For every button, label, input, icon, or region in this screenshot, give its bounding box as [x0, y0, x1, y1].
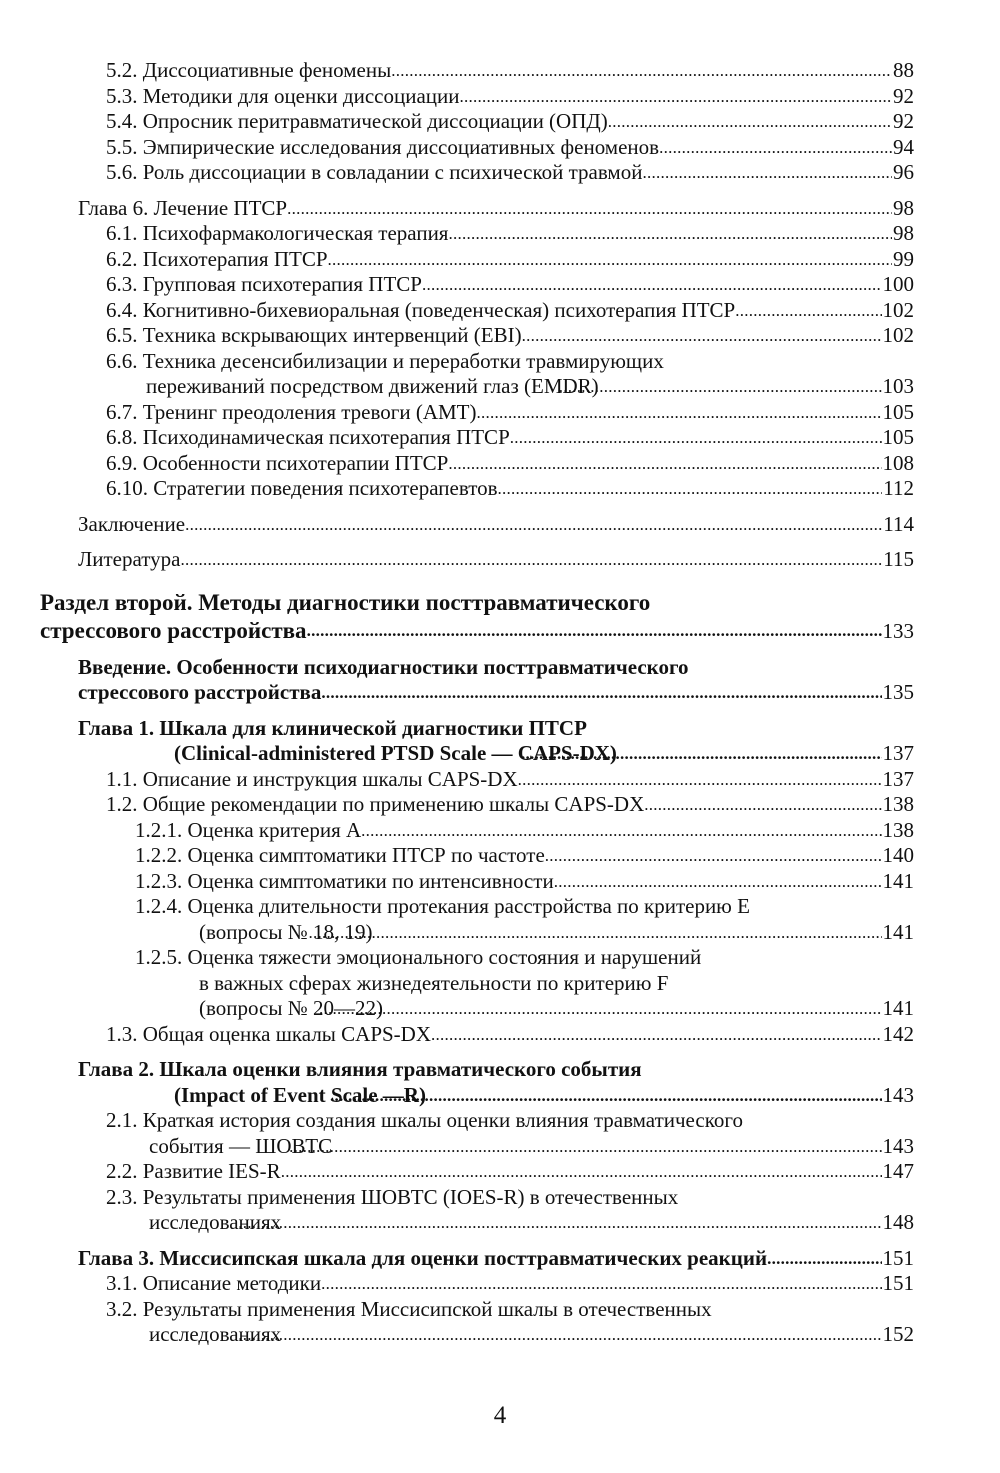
toc-page-number: 88	[893, 58, 914, 82]
toc-page-number: 115	[883, 547, 914, 571]
toc-entry-6-2: 6.2. Психотерапия ПТСР . . . 99	[78, 247, 914, 273]
toc-entry-5-4: 5.4. Опросник перитравматической диссоциации (ОПД) . . . 92	[78, 109, 914, 135]
toc-page-number: 100	[882, 272, 914, 296]
toc-entry-introduction: Введение. Особенности психодиагностики посттравматического стрессового расстройства . . . 135	[78, 655, 914, 706]
toc-page-number: 140	[882, 843, 914, 867]
toc-entry-5-2: 5.2. Диссоциативные феномены . . . 88	[78, 58, 914, 84]
toc-entry-chapter-2: Глава 2. Шкала оценки влияния травматического события (Impact of Event Scale —R) . . . 143	[78, 1057, 914, 1108]
toc-entry-3-2: 3.2. Результаты применения Миссисипской шкалы в отечественных исследованиях . . . 152	[78, 1297, 914, 1348]
toc-page-number: 99	[893, 246, 914, 271]
toc-page-number: 138	[882, 817, 914, 842]
toc-page-number: 151	[882, 1245, 914, 1270]
toc-page-number: 137	[882, 741, 914, 765]
toc-entry-1-2-2: 1.2.2. Оценка симптоматики ПТСР по частоте . . . 140	[78, 843, 914, 869]
toc-page-number: 135	[882, 680, 914, 704]
toc-page-number: 141	[882, 868, 914, 893]
toc-page-number: 102	[882, 297, 914, 322]
toc-page-number: 141	[882, 919, 914, 944]
toc-entry-5-6: 5.6. Роль диссоциации в совладании с психической травмой . . . 96	[78, 160, 914, 186]
toc-entry-6-6: 6.6. Техника десенсибилизации и переработки травмирующих переживаний посредством движений глаз (EMDR) . . . 103	[78, 349, 914, 400]
toc-page-number: 96	[893, 160, 914, 184]
toc-entry-chapter-1: Глава 1. Шкала для клинической диагностики ПТСР (Clinical-administered PTSD Scale — CAPS-DX) . . . 137	[78, 716, 914, 767]
toc-page-number: 92	[893, 83, 914, 108]
toc-entry-2-1: 2.1. Краткая история создания шкалы оценки влияния травматического события — ШОВТС . . . 143	[78, 1108, 914, 1159]
toc-entry-literature: Литература . . . 115	[78, 547, 914, 573]
toc-entry-5-3: 5.3. Методики для оценки диссоциации . . . 92	[78, 84, 914, 110]
toc-entry-part-2: Раздел второй. Методы диагностики посттравматического стрессового расстройства . . . 133	[40, 589, 914, 645]
toc-page-number: 147	[882, 1159, 914, 1183]
toc-entry-chapter-3: Глава 3. Миссисипская шкала для оценки посттравматических реакций . . . 151	[78, 1246, 914, 1272]
toc-entry-1-2-3: 1.2.3. Оценка симптоматики по интенсивности . . . 141	[78, 869, 914, 895]
toc-entry-1-1: 1.1. Описание и инструкция шкалы CAPS-DX . . . 137	[78, 767, 914, 793]
toc-page-number: 108	[882, 450, 914, 475]
toc-entry-6-9: 6.9. Особенности психотерапии ПТСР . . . 108	[78, 451, 914, 477]
toc-page-number: 151	[882, 1271, 914, 1295]
toc-entry-3-1: 3.1. Описание методики . . . 151	[78, 1271, 914, 1297]
toc-page-number: 94	[893, 134, 914, 159]
toc-entry-6-10: 6.10. Стратегии поведения психотерапевтов . . . 112	[78, 476, 914, 502]
toc-page-number: 92	[893, 109, 914, 133]
toc-page-number: 105	[882, 399, 914, 424]
toc-page-number: 138	[882, 792, 914, 816]
toc-page-number: 141	[882, 996, 914, 1020]
toc-page-number: 98	[893, 195, 914, 220]
toc-entry-5-5: 5.5. Эмпирические исследования диссоциативных феноменов . . . 94	[78, 135, 914, 161]
toc-entry-1-2-1: 1.2.1. Оценка критерия А . . . 138	[78, 818, 914, 844]
toc-entry-chapter-6: Глава 6. Лечение ПТСР . . . 98	[78, 196, 914, 222]
toc-entry-2-2: 2.2. Развитие IES-R . . . 147	[78, 1159, 914, 1185]
toc-page-number: 143	[882, 1082, 914, 1107]
page-number: 4	[493, 1402, 507, 1429]
toc-entry-1-2-4: 1.2.4. Оценка длительности протекания расстройства по критерию Е (вопросы № 18, 19) . . . 141	[78, 894, 914, 945]
toc-page-number: 102	[882, 323, 914, 347]
toc-page-number: 142	[882, 1021, 914, 1046]
table-of-contents	[40, 58, 914, 1348]
toc-page-number: 148	[882, 1210, 914, 1234]
toc-page-number: 105	[882, 425, 914, 449]
toc-entry-2-3: 2.3. Результаты применения ШОВТС (IOES-R) в отечественных исследованиях . . . 148	[78, 1185, 914, 1236]
toc-page-number: 152	[882, 1322, 914, 1346]
toc-page-number: 114	[883, 511, 914, 536]
toc-entry-6-7: 6.7. Тренинг преодоления тревоги (AMT) . . . 105	[78, 400, 914, 426]
toc-page-number: 112	[883, 476, 914, 500]
toc-page-number: 103	[882, 374, 914, 398]
toc-entry-6-8: 6.8. Психодинамическая психотерапия ПТСР . . . 105	[78, 425, 914, 451]
toc-entry-conclusion: Заключение . . . 114	[78, 512, 914, 538]
toc-entry-6-3: 6.3. Групповая психотерапия ПТСР . . . 100	[78, 272, 914, 298]
toc-entry-6-5: 6.5. Техника вскрывающих интервенций (EBI) . . . 102	[78, 323, 914, 349]
toc-entry-1-2-5: 1.2.5. Оценка тяжести эмоционального состояния и нарушений в важных сферах жизнедеятельности по критерию F (вопросы № 20—22) . . . 141	[78, 945, 914, 1022]
toc-page-number: 143	[882, 1133, 914, 1158]
toc-entry-6-1: 6.1. Психофармакологическая терапия . . . 98	[78, 221, 914, 247]
toc-page-number: 98	[893, 221, 914, 245]
toc-entry-6-4: 6.4. Когнитивно-бихевиоральная (поведенческая) психотерапия ПТСР . . . 102	[78, 298, 914, 324]
toc-entry-1-3: 1.3. Общая оценка шкалы CAPS-DX . . . 142	[78, 1022, 914, 1048]
toc-page-number: 137	[882, 766, 914, 791]
toc-entry-1-2: 1.2. Общие рекомендации по применению шкалы CAPS-DX . . . 138	[78, 792, 914, 818]
toc-page-number: 133	[882, 618, 914, 643]
